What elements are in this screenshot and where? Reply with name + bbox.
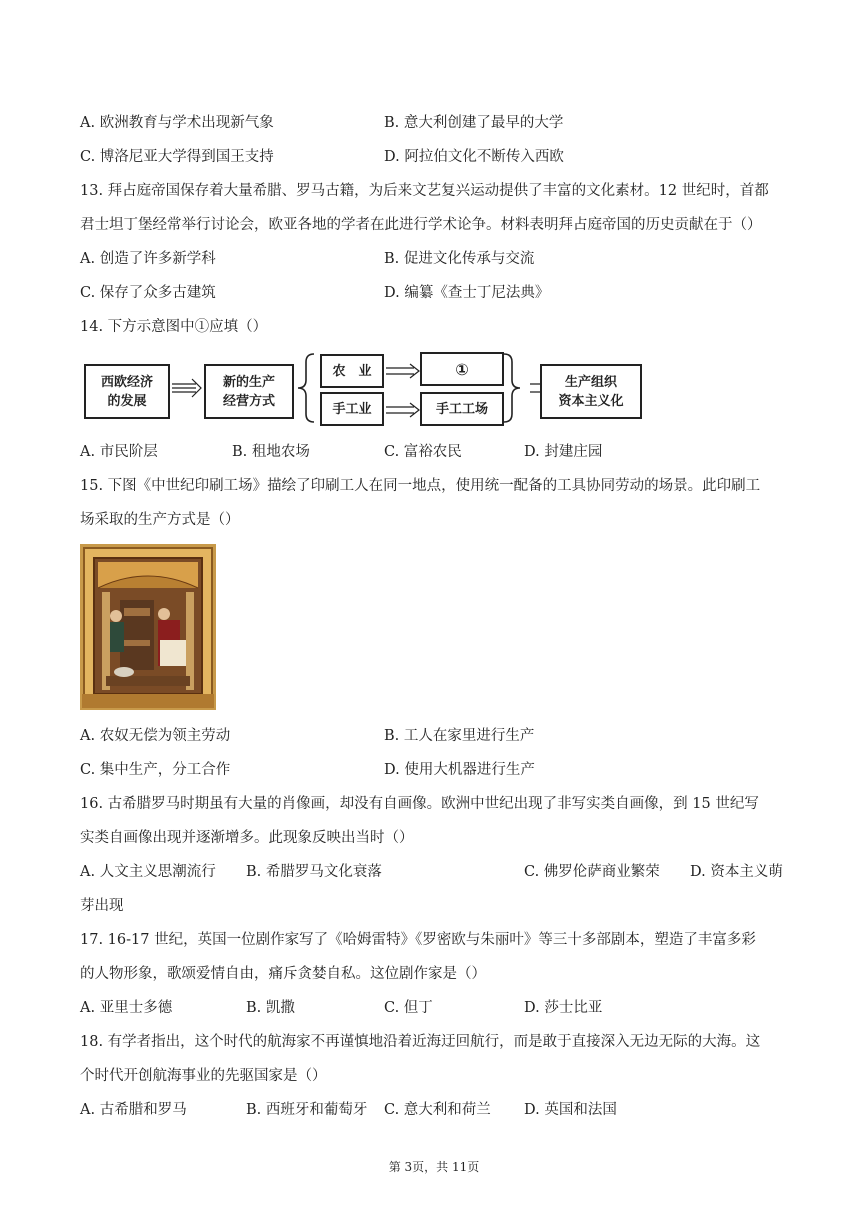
box-agriculture: 农 业 — [320, 354, 384, 388]
q16-stem-line2: 实类自画像出现并逐渐增多。此现象反映出当时（） — [80, 830, 414, 846]
box-workshop: 手工工场 — [420, 392, 504, 426]
q14-stem: 14. 下方示意图中①应填（） — [80, 319, 268, 335]
q17-option-d: D. 莎士比亚 — [524, 1000, 603, 1016]
q18-stem-line2: 个时代开创航海事业的先驱国家是（） — [80, 1068, 327, 1084]
q16-option-a: A. 人文主义思潮流行 — [80, 864, 216, 880]
q15-option-c: C. 集中生产，分工合作 — [80, 762, 231, 778]
q13-option-a: A. 创造了许多新学科 — [80, 251, 216, 267]
q14-flow-diagram — [80, 350, 680, 426]
q14-option-d: D. 封建庄园 — [524, 444, 603, 460]
box-capitalist-organization — [540, 364, 642, 419]
q16-stem-line1: 16. 古希腊罗马时期虽有大量的肖像画，却没有自画像。欧洲中世纪出现了非写实类自画像，到 15 世纪写 — [80, 796, 759, 812]
box1-line2: 的发展 — [107, 393, 147, 409]
q18-option-d: D. 英国和法国 — [524, 1102, 617, 1118]
q14-option-a: A. 市民阶层 — [80, 444, 158, 460]
q17-option-b: B. 凯撒 — [246, 1000, 295, 1016]
q14-option-b: B. 租地农场 — [232, 444, 310, 460]
q12-option-d: D. 阿拉伯文化不断传入西欧 — [384, 149, 564, 165]
q13-option-c: C. 保存了众多古建筑 — [80, 285, 216, 301]
q12-option-a: A. 欧洲教育与学术出现新气象 — [80, 115, 274, 131]
box2-line1: 新的生产 — [222, 374, 275, 390]
medieval-printing-workshop-image — [80, 544, 216, 710]
q17-option-c: C. 但丁 — [384, 1000, 433, 1016]
page-footer: 第 3页，共 11页 — [388, 1160, 480, 1174]
box-blank-1: ① — [420, 352, 504, 386]
box-western-europe-economy — [84, 364, 170, 419]
q17-stem-line1: 17. 16-17 世纪，英国一位剧作家写了《哈姆雷特》《罗密欧与朱丽叶》等三十多部剧本，塑造了丰富多彩 — [80, 932, 756, 948]
q13-option-b: B. 促进文化传承与交流 — [384, 251, 535, 267]
q12-option-c: C. 博洛尼亚大学得到国王支持 — [80, 149, 274, 165]
q13-stem-line2: 君士坦丁堡经常举行讨论会，欧亚各地的学者在此进行学术论争。材料表明拜占庭帝国的历史贡献在于（） — [80, 217, 762, 233]
box-new-production-mode — [204, 364, 294, 419]
q16-option-b: B. 希腊罗马文化衰落 — [246, 864, 382, 880]
q15-stem-line2: 场采取的生产方式是（） — [80, 512, 240, 528]
q15-option-b: B. 工人在家里进行生产 — [384, 728, 535, 744]
q16-option-c: C. 佛罗伦萨商业繁荣 — [524, 864, 660, 880]
q15-option-a: A. 农奴无偿为领主劳动 — [80, 728, 231, 744]
box-final-line2: 资本主义化 — [558, 393, 624, 409]
box-final-line1: 生产组织 — [564, 374, 617, 390]
box-handicraft: 手工业 — [320, 392, 384, 426]
q14-option-c: C. 富裕农民 — [384, 444, 462, 460]
box2-line2: 经营方式 — [222, 393, 275, 409]
box1-line1: 西欧经济 — [100, 374, 153, 390]
q17-stem-line2: 的人物形象，歌颂爱情自由，痛斥贪婪自私。这位剧作家是（） — [80, 966, 486, 982]
q18-stem-line1: 18. 有学者指出，这个时代的航海家不再谨慎地沿着近海迂回航行，而是敢于直接深入无边无际的大海。这 — [80, 1034, 761, 1050]
q18-option-b: B. 西班牙和葡萄牙 — [246, 1102, 368, 1118]
q13-option-d: D. 编纂《查士丁尼法典》 — [384, 285, 550, 301]
q18-option-a: A. 古希腊和罗马 — [80, 1102, 187, 1118]
q13-stem-line1: 13. 拜占庭帝国保存着大量希腊、罗马古籍，为后来文艺复兴运动提供了丰富的文化素材。12 世纪时，首都 — [80, 183, 769, 199]
q16-option-d-continued: 芽出现 — [80, 898, 124, 914]
q18-option-c: C. 意大利和荷兰 — [384, 1102, 491, 1118]
q16-option-d: D. 资本主义萌 — [690, 864, 783, 880]
q12-option-b: B. 意大利创建了最早的大学 — [384, 115, 564, 131]
q15-option-d: D. 使用大机器进行生产 — [384, 762, 535, 778]
q15-stem-line1: 15. 下图《中世纪印刷工场》描绘了印刷工人在同一地点，使用统一配备的工具协同劳动的场景。此印刷工 — [80, 478, 761, 494]
q17-option-a: A. 亚里士多德 — [80, 1000, 173, 1016]
